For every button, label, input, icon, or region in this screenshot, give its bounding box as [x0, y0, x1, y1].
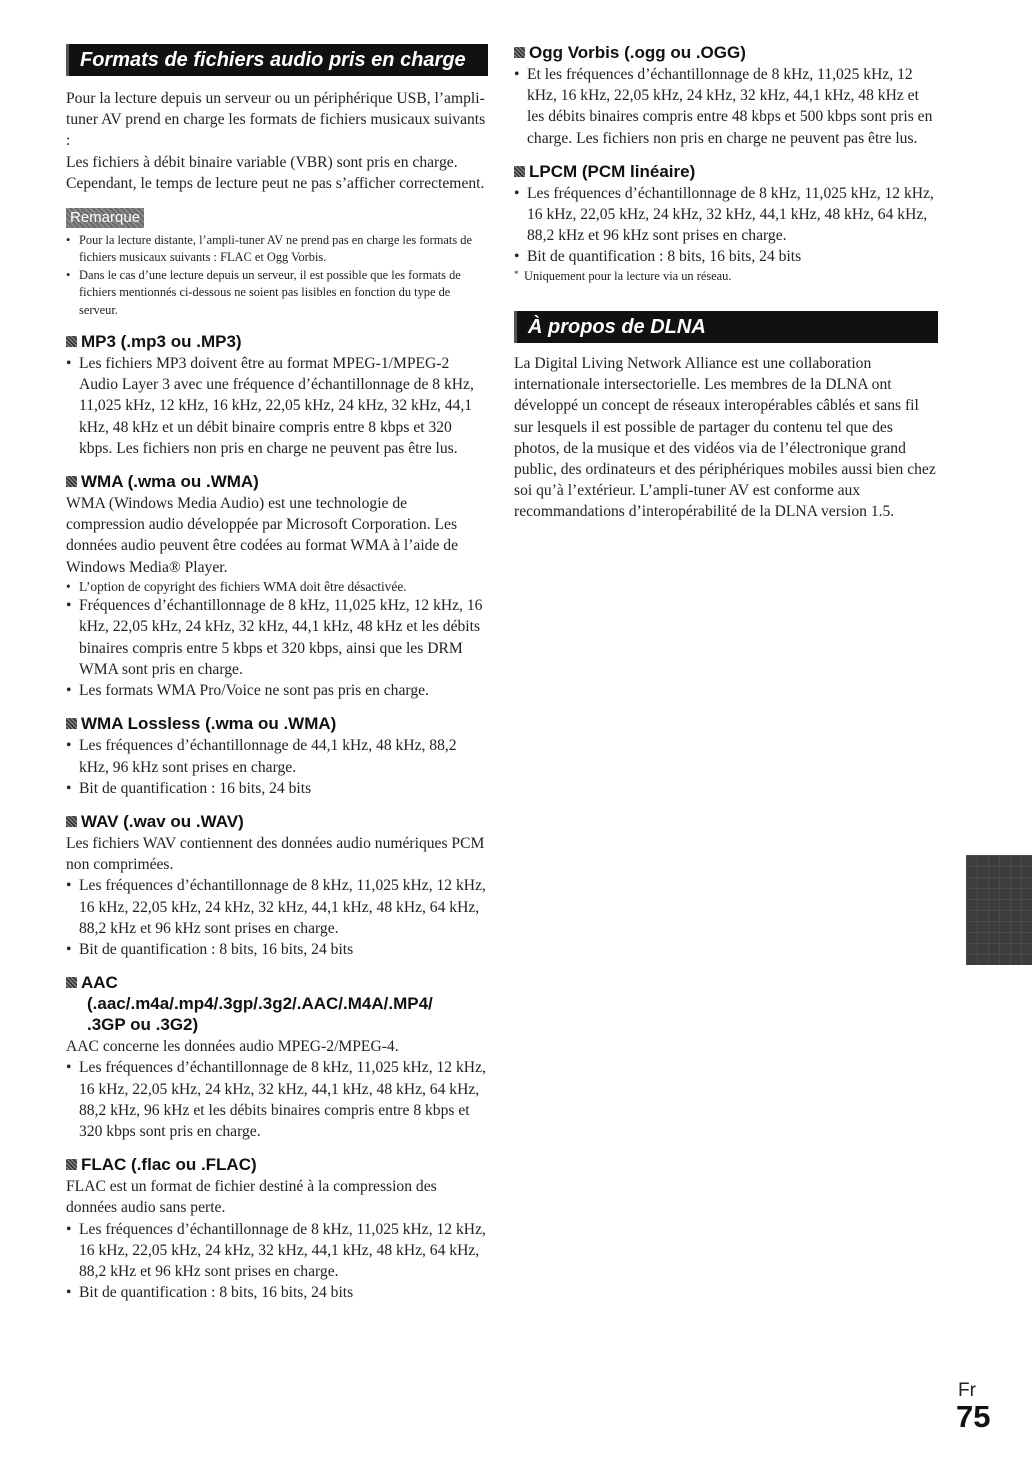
- list-item: • Les fréquences d’échantillonnage de 8 kHz, 11,025 kHz, 12 kHz, 16 kHz, 22,05 kHz, 24 kHz, 32 kHz, 44,1 kHz, 48 kHz, 64 kHz, 88,2 kHz et 96 kHz sont prises en charge.: [66, 875, 488, 939]
- bullet-square-icon: [514, 47, 525, 58]
- flac-list: [66, 1219, 488, 1304]
- list-item: • Bit de quantification : 8 bits, 16 bits, 24 bits: [66, 1282, 488, 1303]
- heading-mp3: MP3 (.mp3 ou .MP3): [66, 331, 488, 352]
- bullet-square-icon: [66, 718, 77, 729]
- remarque-item: • Pour la lecture distante, l’ampli-tuner AV ne prend pas en charge les formats de fichiers musicaux suivants : FLAC et Ogg Vorbis.: [66, 232, 488, 267]
- intro-paragraph: Pour la lecture depuis un serveur ou un périphérique USB, l’ampli-tuner AV prend en charge les formats de fichiers musicaux suivants :: [66, 90, 486, 150]
- right-column: [514, 42, 938, 523]
- vbr-paragraph: Les fichiers à débit binaire variable (VBR) sont pris en charge. Cependant, le temps de lecture peut ne pas s’afficher correctement.: [66, 153, 485, 192]
- list-item: • Bit de quantification : 8 bits, 16 bits, 24 bits: [66, 939, 488, 960]
- bullet-square-icon: [66, 977, 77, 988]
- bullet-square-icon: [66, 816, 77, 827]
- list-item: • Les fréquences d’échantillonnage de 8 kHz, 11,025 kHz, 12 kHz, 16 kHz, 22,05 kHz, 24 kHz, 32 kHz, 44,1 kHz, 48 kHz, 64 kHz, 88,2 kHz, 96 kHz et les débits binaires compris entre 8 kbps et 320 kbps sont pris en charge.: [66, 1057, 488, 1142]
- list-item: • Bit de quantification : 16 bits, 24 bits: [66, 778, 488, 799]
- footnote: * Uniquement pour la lecture via un réseau.: [514, 268, 938, 285]
- remarque-list: [66, 232, 488, 319]
- list-item: • Bit de quantification : 8 bits, 16 bits, 24 bits: [514, 246, 938, 267]
- flac-paragraph: FLAC est un format de fichier destiné à la compression des données audio sans perte.: [66, 1178, 437, 1217]
- list-item: • Les fichiers MP3 doivent être au format MPEG-1/MPEG-2 Audio Layer 3 avec une fréquence d’échantillonnage de 8 kHz, 11,025 kHz, 12 kHz, 16 kHz, 22,05 kHz, 24 kHz, 32 kHz, 44,1 kHz, 48 kHz et un débit binaire compris entre 8 kbps et 320 kbps. Les fichiers non pris en charge ne peuvent pas être lus.: [66, 353, 488, 459]
- list-item: • Les fréquences d’échantillonnage de 8 kHz, 11,025 kHz, 12 kHz, 16 kHz, 22,05 kHz, 24 kHz, 32 kHz, 44,1 kHz, 48 kHz, 64 kHz, 88,2 kHz et 96 kHz sont prises en charge.: [66, 1219, 488, 1283]
- list-item: • Et les fréquences d’échantillonnage de 8 kHz, 11,025 kHz, 12 kHz, 16 kHz, 22,05 kHz, 24 kHz, 32 kHz, 44,1 kHz, 48 kHz et les débits binaires compris entre 48 kbps et 500 kbps sont pris en charge. Les fichiers non pris en charge ne peuvent pas être lus.: [514, 64, 938, 149]
- page-number: 75: [956, 1399, 991, 1434]
- heading-lpcm: LPCM (PCM linéaire): [514, 161, 938, 182]
- remarque-label: Remarque: [66, 208, 144, 228]
- heading-wma: WMA (.wma ou .WMA): [66, 471, 488, 492]
- heading-flac: FLAC (.flac ou .FLAC): [66, 1154, 488, 1175]
- heading-ogg: Ogg Vorbis (.ogg ou .OGG): [514, 42, 938, 63]
- list-item: • Les fréquences d’échantillonnage de 8 kHz, 11,025 kHz, 12 kHz, 16 kHz, 22,05 kHz, 24 kHz, 32 kHz, 44,1 kHz, 48 kHz, 64 kHz, 88,2 kHz et 96 kHz sont prises en charge.: [514, 183, 938, 247]
- section-title-formats: Formats de fichiers audio pris en charge: [66, 44, 488, 76]
- wma-list: [66, 578, 488, 701]
- list-item: • Fréquences d’échantillonnage de 8 kHz, 11,025 kHz, 12 kHz, 16 kHz, 22,05 kHz, 24 kHz, 32 kHz, 44,1 kHz, 48 kHz et les débits binaires compris entre 5 kbps et 320 kbps, ainsi que les DRM WMA sont pris en charge.: [66, 595, 488, 680]
- wav-paragraph: Les fichiers WAV contiennent des données audio numériques PCM non comprimées.: [66, 834, 485, 874]
- wma-paragraph: WMA (Windows Media Audio) est une technologie de compression audio développée par Microsoft Corporation. Les données audio peuvent être codées au format WMA à l’aide de Windows Media® Player.: [66, 495, 459, 576]
- bullet-square-icon: [66, 336, 77, 347]
- dlna-paragraph: La Digital Living Network Alliance est une collaboration internationale intersectorielle. Les membres de la DLNA ont développé un concept de réseaux interopérables câblés et sans fil sur lesquels il est possible de partager du contenu tel que des photos, de la musique et des vidéos via de l’électronique grand public, des ordinateurs et des périphériques mobiles aussi bien chez soi qu’à l’extérieur. L’ampli-tuner AV est conforme aux recommandations d’interopérabilité de la DLNA version 1.5.: [514, 355, 936, 521]
- wma-lossless-list: [66, 735, 488, 799]
- wav-list: [66, 875, 488, 960]
- heading-aac: AAC (.aac/.m4a/.mp4/.3gp/.3g2/.AAC/.M4A/.MP4/ .3GP ou .3G2): [66, 972, 488, 1035]
- ogg-list: [514, 64, 938, 149]
- tab-pattern: [966, 855, 1032, 965]
- section-title-dlna: À propos de DLNA: [514, 311, 938, 343]
- bullet-square-icon: [66, 476, 77, 487]
- remarque-item: • Dans le cas d’une lecture depuis un serveur, il est possible que les formats de fichiers mentionnés ci-dessous ne soient pas lisibles en fonction du type de serveur.: [66, 267, 488, 319]
- chapter-tab: [966, 855, 1032, 965]
- bullet-square-icon: [66, 1159, 77, 1170]
- list-item: • L’option de copyright des fichiers WMA doit être désactivée.: [66, 578, 488, 595]
- bullet-square-icon: [514, 166, 525, 177]
- list-item: • Les fréquences d’échantillonnage de 44,1 kHz, 48 kHz, 88,2 kHz, 96 kHz sont prises en charge.: [66, 735, 488, 777]
- aac-list: [66, 1057, 488, 1142]
- lpcm-list: [514, 183, 938, 268]
- heading-wav: WAV (.wav ou .WAV): [66, 811, 488, 832]
- mp3-list: [66, 353, 488, 459]
- left-column: [66, 44, 488, 1303]
- language-code: Fr: [958, 1380, 976, 1401]
- list-item: • Les formats WMA Pro/Voice ne sont pas pris en charge.: [66, 680, 488, 701]
- heading-wma-lossless: WMA Lossless (.wma ou .WMA): [66, 713, 488, 734]
- aac-paragraph: AAC concerne les données audio MPEG-2/MPEG-4.: [66, 1038, 399, 1056]
